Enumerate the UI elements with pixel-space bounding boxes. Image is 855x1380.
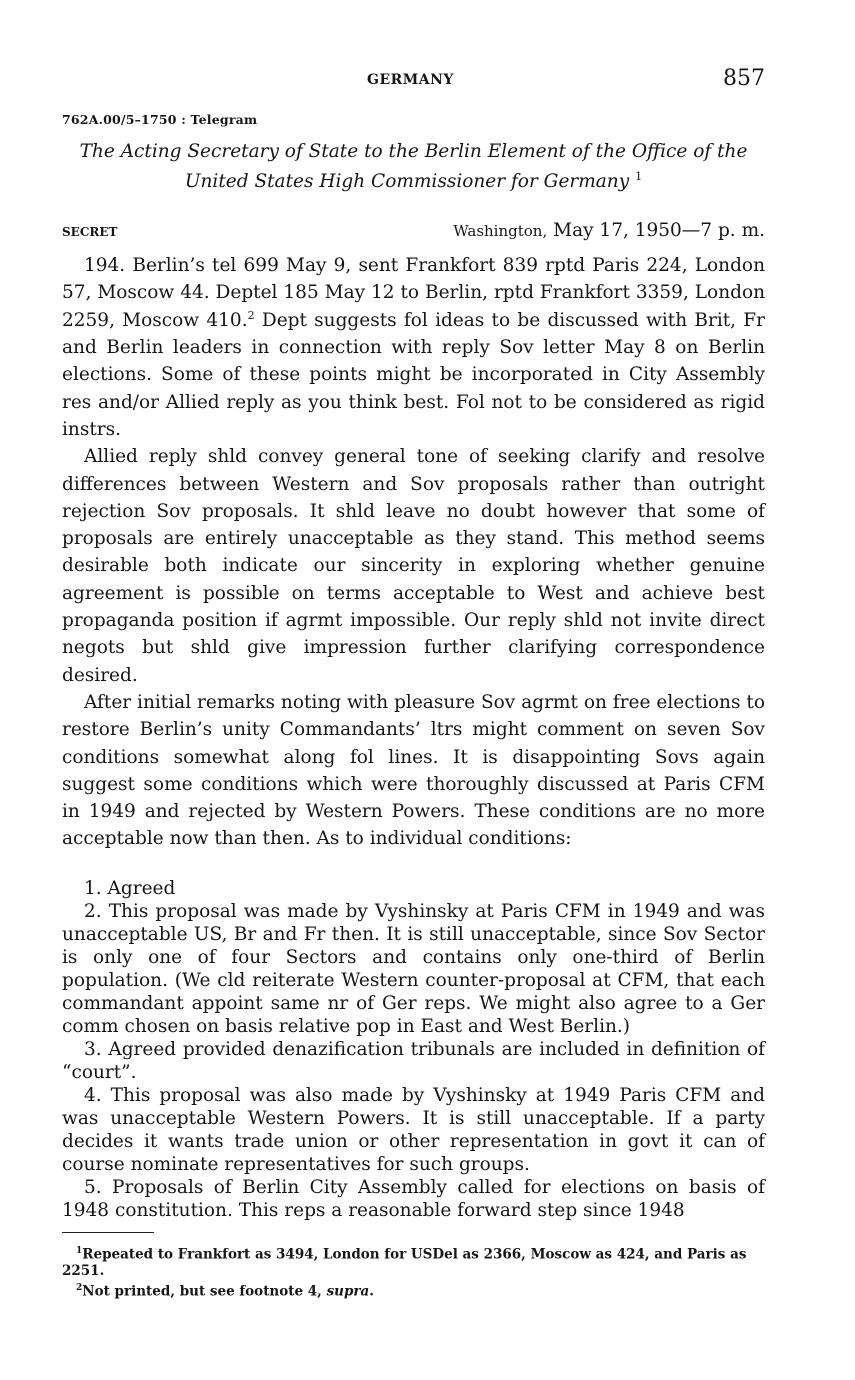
page-number: 857	[723, 66, 765, 91]
heading-footnote-marker: 1	[635, 170, 643, 183]
classification-mark: SECRET	[62, 225, 118, 240]
document-heading	[62, 139, 765, 194]
dateline-date: May 17, 1950—7 p. m.	[553, 220, 765, 242]
paragraph-3: After initial remarks noting with pleasure Sov agrmt on free elections to restore Berlin’s unity Commandants’ ltrs might comment on seven Sov conditions somewhat along fol lines. It is disappointing Sovs again suggest some conditions which were thoroughly discussed at Paris CFM in 1949 and rejected by Western Powers. These conditions are no more acceptable now than then. As to individual conditions:	[62, 691, 765, 850]
footnote-2	[62, 1280, 765, 1301]
dateline-place: Washington,	[453, 222, 548, 241]
paragraph-2: Allied reply shld convey general tone of seeking clarify and resolve differences between Western and Sov proposals rather than outright rejection Sov proposals. It shld leave no doubt however that some of proposals are entirely unacceptable as they stand. This method seems desirable both indicate our sincerity in exploring whether genuine agreement is possible on terms acceptable to West and achieve best propaganda position if agrmt impossible. Our reply shld not invite direct negots but shld give impression further clarifying correspondence desired.	[62, 446, 765, 686]
document-id: 762A.00/5–1750 : Telegram	[62, 112, 258, 127]
condition-item-4: 4. This proposal was also made by Vyshinsky at 1949 Paris CFM and was unacceptable Western Powers. It is still unacceptable. If a party decides it wants trade union or other representation in govt it can of course nominate representatives for such groups.	[62, 1084, 765, 1175]
footnote-rule	[62, 1232, 154, 1233]
footnote-2-supra: supra	[326, 1283, 370, 1300]
footnotes	[62, 1243, 765, 1301]
running-head	[62, 64, 765, 96]
dateline	[62, 220, 765, 244]
document-page	[62, 64, 765, 1301]
condition-item-3: 3. Agreed provided denazification tribunals are included in definition of “court”.	[62, 1038, 765, 1083]
condition-item-1: 1. Agreed	[84, 877, 176, 899]
footnote-2-marker: 2	[76, 1283, 83, 1294]
footnote-2-text: Not printed, but see footnote 4,	[82, 1283, 327, 1300]
condition-item-2: 2. This proposal was made by Vyshinsky at Paris CFM in 1949 and was unacceptable US, Br and Fr then. It is still unacceptable, since Sov Sector is only one of four Sectors and contains only one-third of Berlin population. (We cld reiterate Western counter-proposal at CFM, that each commandant appoint same nr of Ger reps. We might also agree to a Ger comm chosen on basis relative pop in East and West Berlin.)	[62, 900, 765, 1037]
condition-item-5: 5. Proposals of Berlin City Assembly called for elections on basis of 1948 constitution. This reps a reasonable forward step since 1948	[62, 1176, 765, 1221]
footnote-1	[62, 1243, 765, 1281]
paragraph-1-text-b: Dept suggests fol ideas to be discussed with Brit, Fr and Berlin leaders in connection with reply Sov letter May 8 on Berlin elections. Some of these points might be incorporated in City Assembly res and/or Allied reply as you think best. Fol not to be considered as rigid instrs.	[62, 309, 765, 440]
heading-text: The Acting Secretary of State to the Berlin Element of the Office of the United States High Commissioner for Germany	[79, 141, 748, 193]
running-head-title: GERMANY	[367, 72, 454, 88]
paragraph-1-footnote-marker: 2	[247, 308, 255, 322]
paragraph-1	[62, 252, 765, 443]
footnote-1-text: Repeated to Frankfort as 3494, London for USDel as 2366, Moscow as 424, and Paris as 2251.	[62, 1246, 747, 1280]
conditions-list	[62, 877, 765, 1222]
footnote-1-marker: 1	[76, 1245, 83, 1256]
telegram-body	[62, 252, 765, 853]
paragraph-1-text-a: 194. Berlin’s tel 699 May 9, sent Frankfort 839 rptd Paris 224, London 57, Moscow 44. Deptel 185 May 12 to Berlin, rptd Frankfort 3359, London 2259, Moscow 410.	[62, 255, 765, 331]
place-and-date	[453, 220, 765, 241]
footnote-2-end: .	[369, 1283, 374, 1300]
